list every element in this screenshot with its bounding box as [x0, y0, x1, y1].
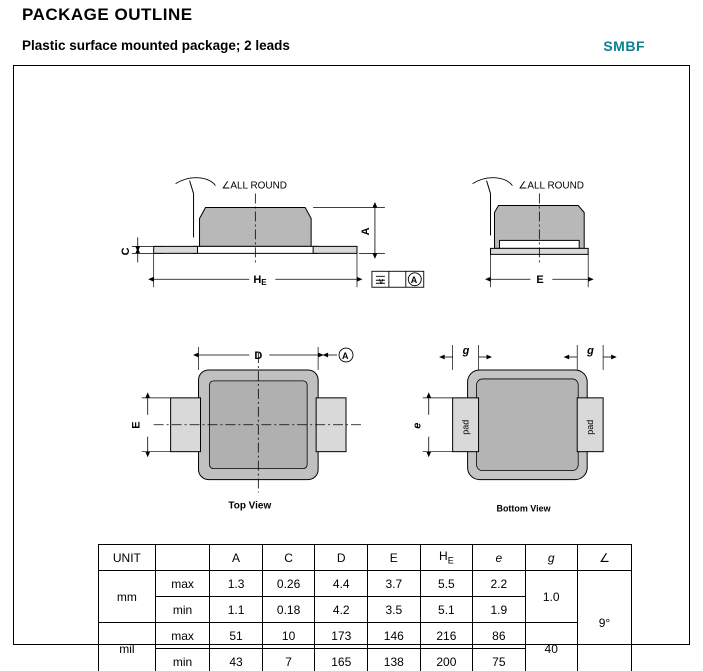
header-E: E — [368, 545, 421, 571]
dim-E-right-label: E — [536, 274, 544, 287]
header-e: e — [473, 545, 525, 571]
part-code-label: SMBF — [603, 38, 645, 54]
cell-mil-max-D: 173 — [315, 623, 368, 649]
gdt-symbol-label: v — [378, 276, 384, 287]
dim-HE-label: HE — [253, 274, 267, 288]
dim-g-right-label: g — [587, 345, 594, 358]
cell-mil-min-D: 165 — [315, 649, 368, 671]
cell-mm-max-e: 2.2 — [473, 571, 525, 597]
limit-mil-max: max — [155, 623, 210, 649]
header-angle: ∠ — [577, 545, 631, 571]
pad-label-left: pad — [460, 419, 471, 435]
cell-mm-min-e: 1.9 — [473, 597, 525, 623]
cell-mm-max-A: 1.3 — [210, 571, 262, 597]
header-g: g — [525, 545, 577, 571]
cell-mil-max-e: 86 — [473, 623, 525, 649]
cell-mil-min-C: 7 — [262, 649, 315, 671]
cell-mm-max-C: 0.26 — [262, 571, 315, 597]
dimension-table — [98, 544, 632, 671]
limit-mil-min: min — [155, 649, 210, 671]
table-row — [99, 571, 632, 597]
cell-mil-max-A: 51 — [210, 623, 262, 649]
bottom-view-label: Bottom View — [496, 503, 551, 514]
dim-E-left-label: E — [130, 421, 143, 429]
cell-mil-min-E: 138 — [368, 649, 421, 671]
cell-angle: 9° — [577, 571, 631, 671]
header-D: D — [315, 545, 368, 571]
dim-g-left-label: g — [462, 345, 470, 358]
unit-mm: mm — [99, 571, 156, 623]
dim-C-label: C — [119, 247, 132, 256]
cell-mm-max-E: 3.7 — [368, 571, 421, 597]
cell-mm-g: 1.0 — [525, 571, 577, 623]
pad-label-right: pad — [585, 419, 596, 435]
header-unit: UNIT — [99, 545, 156, 571]
cell-mil-g: 40 — [525, 623, 577, 671]
dim-A-circle-label: A — [342, 350, 349, 361]
cell-mm-min-D: 4.2 — [315, 597, 368, 623]
unit-mil: mil — [99, 623, 156, 671]
cell-mm-min-E: 3.5 — [368, 597, 421, 623]
header-A: A — [210, 545, 262, 571]
cell-mm-min-C: 0.18 — [262, 597, 315, 623]
page-title: PACKAGE OUTLINE — [22, 5, 193, 24]
limit-mm-max: max — [155, 571, 210, 597]
header-C: C — [262, 545, 315, 571]
all-round-label-right: ∠ALL ROUND — [518, 180, 584, 192]
all-round-label-left: ∠ALL ROUND — [221, 180, 287, 192]
drawing-frame — [13, 65, 690, 669]
table-header-row — [99, 545, 632, 571]
cell-mil-min-A: 43 — [210, 649, 262, 671]
dim-A-label: A — [359, 227, 372, 236]
cell-mm-max-D: 4.4 — [315, 571, 368, 597]
table-row — [99, 623, 632, 649]
cell-mm-min-A: 1.1 — [210, 597, 262, 623]
cell-mil-max-HE: 216 — [420, 623, 473, 649]
top-view-label: Top View — [228, 500, 272, 512]
limit-mm-min: min — [155, 597, 210, 623]
cell-mm-min-HE: 5.1 — [420, 597, 473, 623]
cell-mil-max-C: 10 — [262, 623, 315, 649]
cell-mil-min-HE: 200 — [420, 649, 473, 671]
dimension-table-wrapper — [98, 544, 632, 671]
page-subtitle: Plastic surface mounted package; 2 leads — [22, 38, 290, 53]
header-limit — [155, 545, 210, 571]
header-HE: $H_E$ — [420, 545, 473, 571]
dim-D-label: D — [254, 349, 263, 362]
cell-mil-min-e: 75 — [473, 649, 525, 671]
dim-e-label: e — [411, 422, 424, 429]
cell-mm-max-HE: 5.5 — [420, 571, 473, 597]
datum-A-label: A — [410, 275, 418, 286]
cell-mil-max-E: 146 — [368, 623, 421, 649]
